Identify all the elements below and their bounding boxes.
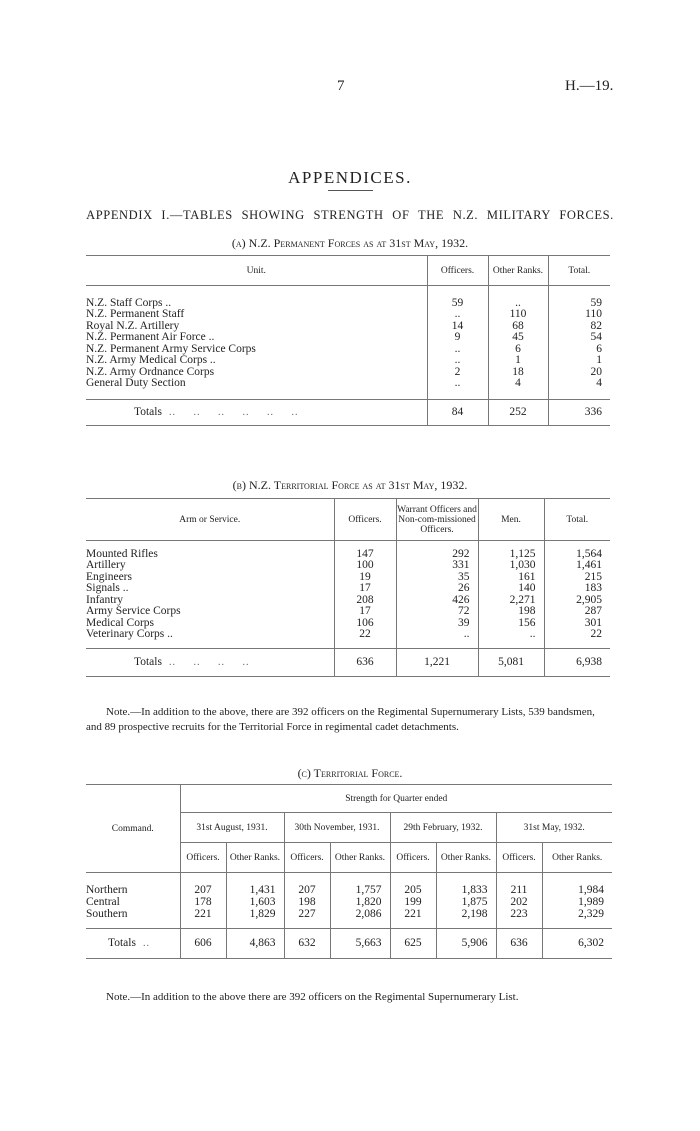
table-row [86, 378, 610, 390]
table-c-cell: 1,829 [226, 909, 284, 921]
table-b-men: 156 [478, 618, 544, 630]
appendix-heading: APPENDIX I.—TABLES SHOWING STRENGTH OF THE N.Z. MILITARY FORCES. [86, 208, 614, 222]
table-c-header-quarter: 29th February, 1932. [390, 813, 496, 843]
table-a-officers: .. [427, 378, 488, 390]
table-row [86, 560, 610, 572]
table-b-totals-officers: 636 [334, 649, 396, 677]
table-c-cell: 202 [496, 897, 542, 909]
table-c-cell: 207 [180, 885, 226, 897]
table-c-cell: 2,329 [542, 909, 612, 921]
table-a-header-total: Total. [548, 256, 610, 286]
table-a-other-ranks: 6 [488, 344, 548, 356]
table-b-officers: 17 [334, 583, 396, 595]
table-a-totals-other-ranks: 252 [488, 400, 548, 426]
table-a-unit: N.Z. Staff Corps .. [86, 296, 172, 309]
table-a-total: 54 [548, 332, 610, 344]
table-a-other-ranks: 45 [488, 332, 548, 344]
table-c-header-officers: Officers. [180, 843, 226, 873]
table-a-totals-total: 336 [548, 400, 610, 426]
table-b-caption: (b) N.Z. Territorial Force as at 31st May, 1932. [232, 478, 468, 492]
table-row [86, 583, 610, 595]
table-a-caption: (a) N.Z. Permanent Forces as at 31st May, 1932. [231, 236, 469, 250]
table-a-other-ranks: 110 [488, 309, 548, 321]
table-b-total: 215 [544, 572, 610, 584]
table-a-unit: N.Z. Permanent Army Service Corps [86, 342, 256, 355]
table-c [86, 784, 612, 959]
table-a-officers: 59 [427, 298, 488, 310]
table-b-totals-warrant: 1,221 [396, 649, 478, 677]
table-c-header-command: Command. [86, 785, 180, 873]
table-c-cell: 1,431 [226, 885, 284, 897]
table-c-header-strength: Strength for Quarter ended [180, 785, 612, 813]
table-c-caption: (c) Territorial Force. [297, 766, 403, 780]
table-c-header-other-ranks: Other Ranks. [226, 843, 284, 873]
table-c-header-officers: Officers. [390, 843, 436, 873]
table-a-officers: 14 [427, 321, 488, 333]
table-b-warrant: 426 [396, 595, 478, 607]
table-b-officers: 17 [334, 606, 396, 618]
table-b-officers: 208 [334, 595, 396, 607]
table-a [86, 255, 610, 426]
table-c-cell: 178 [180, 897, 226, 909]
table-b-note: Note.—In addition to the above, there are 392 officers on the Regimental Supernumerary Lists, 539 bandsmen, and 89 prospective recruits for the Territorial Force in regimental cadet detachments. [86, 706, 595, 733]
table-c-cell: 1,875 [436, 897, 496, 909]
table-c-totals-label: Totals .. [108, 936, 150, 949]
table-b-men: 198 [478, 606, 544, 618]
table-a-unit: Royal N.Z. Artillery [86, 319, 180, 332]
table-b-officers: 100 [334, 560, 396, 572]
table-c-note: Note.—In addition to the above there are 392 officers on the Regimental Supernumerary List. [106, 991, 519, 1003]
table-c-header-quarter: 31st August, 1931. [180, 813, 284, 843]
table-row [86, 897, 612, 909]
table-c-totals-cell: 5,663 [330, 929, 390, 959]
table-c-cell: 1,603 [226, 897, 284, 909]
table-c-header-quarter: 31st May, 1932. [496, 813, 612, 843]
table-c-totals-cell: 4,863 [226, 929, 284, 959]
table-a-totals-label: Totals .. .. .. .. .. .. [134, 405, 299, 418]
table-a-unit: N.Z. Permanent Staff [86, 308, 185, 320]
table-a-total: 1 [548, 355, 610, 367]
table-c-header-officers: Officers. [284, 843, 330, 873]
table-b-warrant: 292 [396, 549, 478, 561]
table-a-other-ranks: 68 [488, 321, 548, 333]
table-a-totals-officers: 84 [427, 400, 488, 426]
table-c-cell: 1,757 [330, 885, 390, 897]
table-b-officers: 19 [334, 572, 396, 584]
table-a-total: 59 [548, 298, 610, 310]
table-a-total: 4 [548, 378, 610, 390]
table-a-unit: N.Z. Army Medical Corps .. [86, 354, 216, 366]
table-a-total: 6 [548, 344, 610, 356]
table-c-cell: 199 [390, 897, 436, 909]
table-b-officers: 22 [334, 629, 396, 641]
table-c-totals-cell: 606 [180, 929, 226, 959]
table-b-header-officers: Officers. [334, 499, 396, 541]
table-a-header-officers: Officers. [427, 256, 488, 286]
table-c-cell: 1,833 [436, 885, 496, 897]
table-c-totals-row [86, 929, 612, 959]
table-a-header-unit: Unit. [246, 265, 266, 276]
table-a-header-other-ranks: Other Ranks. [488, 256, 548, 286]
table-b-totals-row [86, 649, 610, 677]
table-c-cell: 2,198 [436, 909, 496, 921]
table-b-men: 1,125 [478, 549, 544, 561]
table-c-cell: 205 [390, 885, 436, 897]
table-row [86, 909, 612, 921]
table-b-arm: Medical Corps [86, 616, 155, 629]
table-a-officers: 9 [427, 332, 488, 344]
table-c-cell: 211 [496, 885, 542, 897]
table-b-total: 183 [544, 583, 610, 595]
table-b-warrant: 331 [396, 560, 478, 572]
title-divider [328, 190, 373, 191]
table-row [86, 885, 612, 897]
table-b-total: 301 [544, 618, 610, 630]
table-a-unit: N.Z. Permanent Air Force .. [86, 331, 215, 343]
table-c-header-quarter: 30th November, 1931. [284, 813, 390, 843]
table-c-header-other-ranks: Other Ranks. [330, 843, 390, 873]
table-b-men: 140 [478, 583, 544, 595]
table-b-arm: Veterinary Corps .. [86, 628, 173, 640]
table-c-cell: 207 [284, 885, 330, 897]
table-b-header-warrant: Warrant Officers and Non-com-missioned Officers. [396, 499, 478, 541]
table-c-totals-cell: 636 [496, 929, 542, 959]
table-c-command: Southern [86, 907, 128, 920]
table-b-header-men: Men. [478, 499, 544, 541]
table-c-cell: 1,820 [330, 897, 390, 909]
table-c-cell: 2,086 [330, 909, 390, 921]
table-b-men: 1,030 [478, 560, 544, 572]
table-b-arm: Artillery [86, 559, 126, 571]
table-b-men: .. [478, 629, 544, 641]
table-row [86, 606, 610, 618]
table-b-warrant: 39 [396, 618, 478, 630]
table-a-other-ranks: .. [488, 298, 548, 310]
table-a-other-ranks: 4 [488, 378, 548, 390]
table-b-men: 161 [478, 572, 544, 584]
table-c-header-officers: Officers. [496, 843, 542, 873]
table-c-cell: 227 [284, 909, 330, 921]
table-b-header-total: Total. [544, 499, 610, 541]
page-title: APPENDICES. [288, 168, 412, 187]
page-number: 7 [337, 78, 345, 94]
table-c-cell: 221 [180, 909, 226, 921]
table-b-total: 287 [544, 606, 610, 618]
table-b-officers: 106 [334, 618, 396, 630]
table-c-cell: 221 [390, 909, 436, 921]
table-c-header-other-ranks: Other Ranks. [436, 843, 496, 873]
table-c-cell: 1,989 [542, 897, 612, 909]
table-c-totals-cell: 625 [390, 929, 436, 959]
table-a-other-ranks: 1 [488, 355, 548, 367]
table-a-unit: N.Z. Army Ordnance Corps [86, 365, 215, 378]
table-b-header-arm: Arm or Service. [179, 514, 241, 525]
table-c-cell: 1,984 [542, 885, 612, 897]
table-b-warrant: 35 [396, 572, 478, 584]
table-b-total: 22 [544, 629, 610, 641]
table-b-totals-total: 6,938 [544, 649, 610, 677]
table-b-warrant: 26 [396, 583, 478, 595]
table-a-other-ranks: 18 [488, 367, 548, 379]
table-c-totals-cell: 632 [284, 929, 330, 959]
table-b-total: 2,905 [544, 595, 610, 607]
table-a-officers: 2 [427, 367, 488, 379]
table-a-total: 82 [548, 321, 610, 333]
table-c-cell: 223 [496, 909, 542, 921]
table-a-officers: .. [427, 309, 488, 321]
table-a-totals-row [86, 400, 610, 426]
table-b-warrant: .. [396, 629, 478, 641]
table-a-total: 20 [548, 367, 610, 379]
table-b-arm: Army Service Corps [86, 605, 181, 617]
table-a-unit: General Duty Section [86, 377, 186, 389]
table-a-total: 110 [548, 309, 610, 321]
table-row [86, 629, 610, 641]
table-b-officers: 147 [334, 549, 396, 561]
table-b-arm: Signals .. [86, 582, 129, 594]
table-b-men: 2,271 [478, 595, 544, 607]
table-b-totals-men: 5,081 [478, 649, 544, 677]
table-a-officers: .. [427, 355, 488, 367]
table-b [86, 498, 610, 677]
table-b-total: 1,461 [544, 560, 610, 572]
table-c-command: Northern [86, 883, 128, 896]
table-b-arm: Infantry [86, 593, 124, 606]
table-a-officers: .. [427, 344, 488, 356]
table-c-totals-cell: 5,906 [436, 929, 496, 959]
table-b-arm: Mounted Rifles [86, 547, 158, 560]
document-reference: H.—19. [565, 78, 614, 94]
table-b-totals-label: Totals .. .. .. .. [134, 655, 250, 668]
table-b-arm: Engineers [86, 570, 132, 583]
table-c-command: Central [86, 895, 120, 908]
table-b-total: 1,564 [544, 549, 610, 561]
table-b-warrant: 72 [396, 606, 478, 618]
table-c-totals-cell: 6,302 [542, 929, 612, 959]
table-c-header-other-ranks: Other Ranks. [542, 843, 612, 873]
table-c-cell: 198 [284, 897, 330, 909]
